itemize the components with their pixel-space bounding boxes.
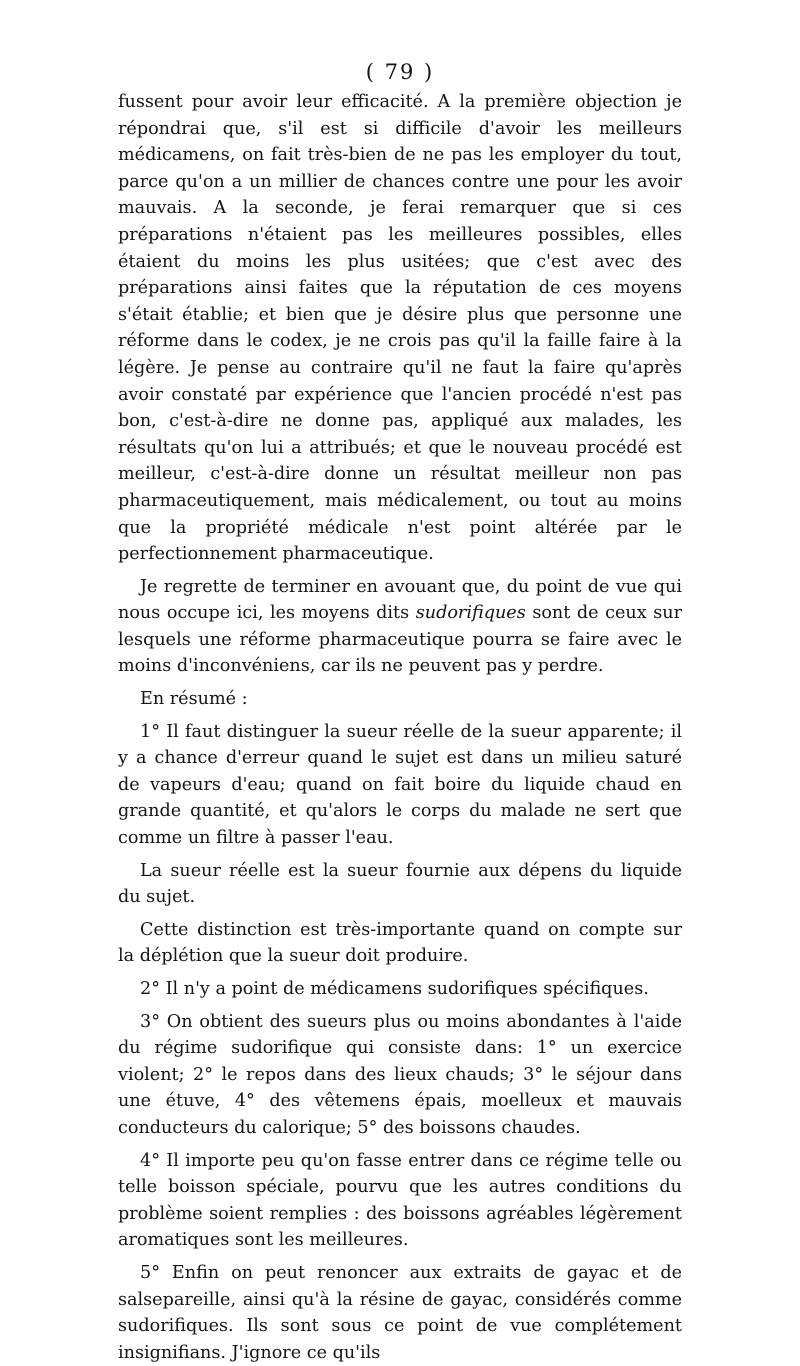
point-1: 1° Il faut distinguer la sueur réelle de la sueur apparente; il y a chance d'erreur quand le sujet est dans un milieu saturé de vapeurs d'eau; quand on fait boire du liquide chaud en grande quantité, et qu'alors le corps du malade ne sert que comme un filtre à passer l'eau. [118, 721, 682, 849]
paragraph-regret [118, 574, 682, 680]
point-1-definition: La sueur réelle est la sueur fournie aux dépens du liquide du sujet. [118, 860, 682, 908]
point-5: 5° Enfin on peut renoncer aux extraits de gayac et de salsepareille, ainsi qu'à la résine de gayac, considérés comme sudorifiques. Ils sont sous ce point de vue complétement insignifians. J'ignore ce qu'ils [118, 1262, 682, 1363]
emphasis-sudorifiques: sudorifiques [415, 603, 526, 624]
point-2: 2° Il n'y a point de médicamens sudorifiques spécifiques. [140, 979, 649, 999]
paragraph-continuation: fussent pour avoir leur efficacité. A la première objection je répondrai que, s'il est si difficile d'avoir les meilleurs médicamens, on fait très-bien de ne pas les employer du tout, parce qu'on a un millier de chances contre une pour les avoir mauvais. A la seconde, je ferai remarquer que si ces préparations n'étaient pas les meilleures possibles, elles étaient du moins les plus usitées; que c'est avec des préparations ainsi faites que la réputation de ces moyens s'était établie; et bien que je désire plus que personne une réforme dans le codex, je ne crois pas qu'il la faille faire à la légère. Je pense au contraire qu'il ne faut la faire qu'après avoir constaté par expérience que l'ancien procédé n'est pas bon, c'est-à-dire ne donne pas, appliqué aux malades, les résultats qu'on lui a attribués; et que le nouveau procédé est meilleur, c'est-à-dire donne un résultat meilleur non pas pharmaceutiquement, mais médicalement, ou tout au moins que la propriété médicale n'est point altérée par le perfectionnement pharmaceutique. [118, 92, 682, 565]
point-3: 3° On obtient des sueurs plus ou moins abondantes à l'aide du régime sudorifique qui consiste dans: 1° un exercice violent; 2° le repos dans des lieux chauds; 3° le séjour dans une étuve, 4° des vêtemens épais, moelleux et mauvais conducteurs du calorique; 5° des boissons chaudes. [118, 1011, 682, 1138]
summary-heading: En résumé : [140, 689, 248, 710]
point-1-distinction: Cette distinction est très-importante quand on compte sur la déplétion que la sueur doit produire. [118, 919, 682, 967]
point-4: 4° Il importe peu qu'on fasse entrer dans ce régime telle ou telle boisson spéciale, pourvu que les autres conditions du problème soient remplies : des boissons agréables légèrement aromatiques sont les meilleures. [118, 1150, 682, 1251]
page-number: ( 79 ) [365, 60, 435, 84]
paragraph-regret-after: sont de ceux sur lesquels une réforme pharmaceutique pourra se faire avec le moins d'inconvéniens, car ils ne peuvent pas y perdre. [118, 603, 682, 677]
body-text [118, 89, 682, 1366]
paragraph-regret-before: Je regrette de terminer en avouant que, du point de vue qui nous occupe ici, les moyens dits [118, 576, 682, 624]
